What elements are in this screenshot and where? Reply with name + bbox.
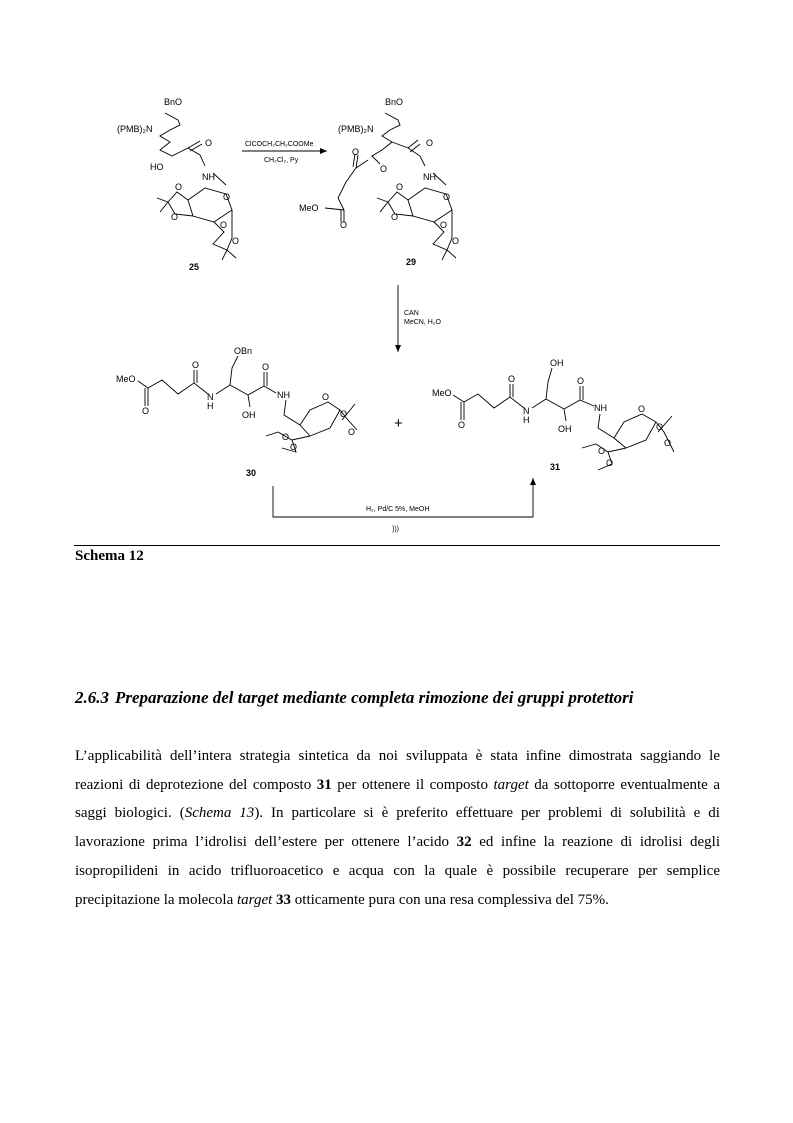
- structure-25: [117, 97, 239, 272]
- atom-o: O: [282, 432, 290, 442]
- text-run: ). In particolare si è preferito effettuare per problemi di solubilità e di lavorazione prima l’idrolisi dell’estere per ottenere l’acido: [75, 805, 720, 851]
- atom-o: O: [205, 138, 213, 148]
- atom-o: O: [352, 147, 360, 157]
- atom-h: H: [523, 415, 530, 425]
- atom-nh: NH: [202, 172, 215, 182]
- body-paragraph: [75, 742, 720, 914]
- atom-o: O: [426, 138, 434, 148]
- atom-o: O: [598, 446, 606, 456]
- atom-oh: OH: [558, 424, 572, 434]
- structure-29: [299, 97, 459, 267]
- reagent-hydrogenolysis: H₂, Pd/C 5%, MeOH: [366, 506, 430, 513]
- atom-o: O: [452, 236, 460, 246]
- atom-meo: MeO: [116, 374, 136, 384]
- text-run: da sottoporre eventualmente a saggi biologici. (: [75, 776, 720, 822]
- atom-o: O: [443, 192, 451, 202]
- compound-ref: 32: [456, 834, 472, 851]
- text-run: ed infine la reazione di idrolisi degli isopropilideni in acido trifluoroacetico e acqua con la quale è possibile recuperare per semplice precipitazione la molecola: [75, 834, 720, 908]
- reagent-solvent: MeCN, H₂O: [404, 319, 441, 326]
- compound-label-29: 29: [406, 257, 417, 267]
- italic-term: target: [493, 776, 529, 793]
- italic-term: target: [237, 891, 273, 908]
- atom-o: O: [340, 409, 348, 419]
- section-title: Preparazione del target mediante completa rimozione dei gruppi protettori: [115, 688, 634, 707]
- structure-31: [432, 358, 674, 472]
- atom-o: O: [142, 406, 150, 416]
- compound-label-25: 25: [189, 262, 200, 272]
- reagent-acylation: ClCOCH₂CH₂COOMe: [245, 141, 314, 148]
- atom-o: O: [458, 420, 466, 430]
- atom-o: O: [223, 192, 231, 202]
- atom-o: O: [262, 362, 270, 372]
- atom-o: O: [508, 374, 516, 384]
- reaction-scheme: [0, 0, 793, 545]
- atom-o: O: [340, 220, 348, 230]
- compound-ref: 33: [276, 891, 292, 908]
- atom-nh: NH: [423, 172, 436, 182]
- scheme-caption: Schema 12: [75, 548, 144, 564]
- atom-h: H: [207, 401, 214, 411]
- atom-meo: MeO: [299, 203, 319, 213]
- atom-bno: BnO: [164, 97, 183, 107]
- compound-label-30: 30: [246, 468, 257, 478]
- reagent-solvent: CH₂Cl₂, Py: [264, 157, 299, 164]
- atom-o: O: [606, 458, 614, 468]
- atom-o: O: [638, 404, 646, 414]
- atom-obn: OBn: [234, 346, 253, 356]
- reagent-ultrasound: ))): [392, 526, 399, 533]
- atom-o: O: [322, 392, 330, 402]
- atom-o: O: [220, 220, 228, 230]
- atom-o: O: [171, 212, 179, 222]
- atom-o: O: [348, 427, 356, 437]
- atom-pmb2n: (PMB)₂N: [338, 124, 374, 134]
- compound-ref: 31: [316, 776, 332, 793]
- text-run: L’applicabilità dell’intera strategia sintetica da noi sviluppata è stata infine dimostrata saggiando le reazioni di deprotezione del composto: [75, 748, 720, 793]
- section-heading: [75, 688, 633, 708]
- structure-30: [116, 346, 357, 478]
- atom-o: O: [290, 442, 298, 452]
- compound-label-31: 31: [550, 462, 561, 472]
- scheme-ref: Schema 13: [184, 805, 255, 822]
- atom-o: O: [577, 376, 585, 386]
- atom-pmb2n: (PMB)₂N: [117, 124, 153, 134]
- atom-o: O: [380, 164, 388, 174]
- atom-o: O: [232, 236, 240, 246]
- atom-nh: NH: [594, 403, 607, 413]
- atom-ho: HO: [150, 162, 164, 172]
- atom-nh: NH: [277, 390, 290, 400]
- atom-bno: BnO: [385, 97, 404, 107]
- atom-o: O: [192, 360, 200, 370]
- section-number: 2.6.3: [75, 688, 109, 707]
- atom-n: N: [207, 392, 214, 402]
- plus-sign: +: [394, 415, 403, 432]
- atom-meo: MeO: [432, 388, 452, 398]
- atom-o: O: [396, 182, 404, 192]
- atom-o: O: [175, 182, 183, 192]
- atom-o: O: [664, 438, 672, 448]
- caption-rule: [74, 545, 720, 546]
- atom-o: O: [391, 212, 399, 222]
- text-run: otticamente pura con una resa complessiva del 75%.: [291, 891, 609, 908]
- reagent-oxidant: CAN: [404, 310, 419, 317]
- atom-oh: OH: [242, 410, 256, 420]
- atom-n: N: [523, 406, 530, 416]
- atom-oh: OH: [550, 358, 564, 368]
- atom-o: O: [656, 422, 664, 432]
- text-run: per ottenere il composto: [331, 776, 494, 793]
- atom-o: O: [440, 220, 448, 230]
